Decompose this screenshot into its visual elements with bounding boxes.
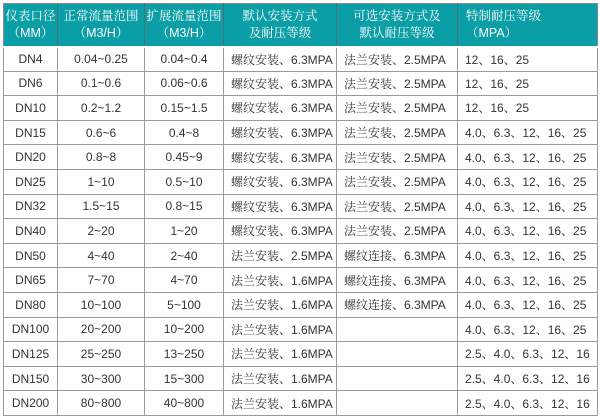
header-row xyxy=(4,4,598,47)
table-row xyxy=(4,71,598,96)
table-cell: 法兰安装、2.5MPA xyxy=(224,243,337,268)
table-cell: 螺纹连接、6.3MPA xyxy=(337,268,458,293)
table-cell: 40~800 xyxy=(145,391,224,416)
table-cell: 13~250 xyxy=(145,342,224,367)
table-row xyxy=(4,194,598,219)
table-cell: 法兰安装、1.6MPA xyxy=(224,268,337,293)
table-cell: DN6 xyxy=(4,71,58,96)
table-cell: 4.0、6.3、12、16、25 xyxy=(458,243,598,268)
table-row xyxy=(4,292,598,317)
table-cell: 4.0、6.3、12、16、25 xyxy=(458,120,598,145)
table-cell: 0.15~1.5 xyxy=(145,96,224,121)
table-cell: 法兰安装、1.6MPA xyxy=(224,366,337,391)
table-cell: 0.45~9 xyxy=(145,145,224,170)
table-cell: DN65 xyxy=(4,268,58,293)
table-cell: 12、16、25 xyxy=(458,47,598,72)
table-cell: 法兰安装、2.5MPA xyxy=(337,120,458,145)
table-cell: 15~300 xyxy=(145,366,224,391)
table-row xyxy=(4,96,598,121)
table-cell: DN100 xyxy=(4,317,58,342)
table-cell: 4.0、6.3、12、16、25 xyxy=(458,317,598,342)
header-line-1: 默认安装方式 xyxy=(242,8,318,23)
table-cell: 法兰安装、2.5MPA xyxy=(337,219,458,244)
table-cell: DN200 xyxy=(4,391,58,416)
table-cell: 0.2~1.2 xyxy=(58,96,145,121)
table-cell: DN32 xyxy=(4,194,58,219)
table-row xyxy=(4,47,598,72)
table-cell: DN25 xyxy=(4,169,58,194)
table-header xyxy=(4,4,598,47)
table-cell: 4.0、6.3、12、16、25 xyxy=(458,145,598,170)
table-cell: DN80 xyxy=(4,292,58,317)
table-cell: 4~40 xyxy=(58,243,145,268)
table-row xyxy=(4,169,598,194)
table-cell: 法兰安装、1.6MPA xyxy=(224,391,337,416)
table-cell: 2.5、4.0、6.3、12、16 xyxy=(458,366,598,391)
table-cell: DN150 xyxy=(4,366,58,391)
table-body xyxy=(4,47,598,416)
table-row xyxy=(4,243,598,268)
table-row xyxy=(4,120,598,145)
table-cell: 30~300 xyxy=(58,366,145,391)
table-cell: 法兰安装、1.6MPA xyxy=(224,292,337,317)
table-cell: 80~800 xyxy=(58,391,145,416)
header-line-2: 默认耐压等级 xyxy=(359,25,435,40)
table-cell: 0.4~8 xyxy=(145,120,224,145)
header-cell-special-pressure-rating xyxy=(458,4,598,47)
table-cell: 螺纹安装、6.3MPA xyxy=(224,120,337,145)
table-cell: 螺纹安装、6.3MPA xyxy=(224,194,337,219)
table-cell: 2.5、4.0、6.3、12、16 xyxy=(458,342,598,367)
table-cell: 螺纹连接、6.3MPA xyxy=(337,243,458,268)
header-line-1: 可选安装方式及 xyxy=(353,8,441,23)
table-row xyxy=(4,219,598,244)
header-cell-default-installation xyxy=(224,4,337,47)
table-cell: 4.0、6.3、12、16、25 xyxy=(458,194,598,219)
table-cell: 法兰安装、2.5MPA xyxy=(337,194,458,219)
header-line-1: 正常流量范围 xyxy=(63,8,139,23)
table-cell: 12、16、25 xyxy=(458,71,598,96)
header-line-1: 特制耐压等级 xyxy=(466,8,542,23)
table-cell: 螺纹安装、6.3MPA xyxy=(224,219,337,244)
table-cell: DN50 xyxy=(4,243,58,268)
table-cell: 螺纹安装、6.3MPA xyxy=(224,47,337,72)
header-line-2: 及耐压等级 xyxy=(248,25,312,40)
table-cell: 法兰安装、2.5MPA xyxy=(337,96,458,121)
table-cell: 2~40 xyxy=(145,243,224,268)
table-cell: 0.5~10 xyxy=(145,169,224,194)
header-line-1: 仪表口径 xyxy=(5,8,56,23)
table-row xyxy=(4,145,598,170)
table-cell xyxy=(337,317,458,342)
table-cell: 法兰安装、1.6MPA xyxy=(224,342,337,367)
header-line-2: （MM） xyxy=(7,25,54,40)
table-cell: DN40 xyxy=(4,219,58,244)
header-line-2: （M3/H） xyxy=(156,25,212,40)
table-cell: DN125 xyxy=(4,342,58,367)
table-cell: 法兰安装、2.5MPA xyxy=(337,145,458,170)
table-cell: 4.0、6.3、12、16、25 xyxy=(458,268,598,293)
table-cell: 法兰安装、2.5MPA xyxy=(337,169,458,194)
table-row xyxy=(4,391,598,416)
table-cell: 1~10 xyxy=(58,169,145,194)
table-cell: 1~20 xyxy=(145,219,224,244)
table-cell: 螺纹安装、6.3MPA xyxy=(224,96,337,121)
header-cell-extended-flow-range xyxy=(145,4,224,47)
header-cell-normal-flow-range xyxy=(58,4,145,47)
header-cell-optional-installation xyxy=(337,4,458,47)
header-cell-diameter xyxy=(4,4,58,47)
table-cell: 4~70 xyxy=(145,268,224,293)
header-line-2: （MPA） xyxy=(466,25,518,40)
table-cell: 0.1~0.6 xyxy=(58,71,145,96)
table-cell: 0.04~0.25 xyxy=(58,47,145,72)
table-cell: DN15 xyxy=(4,120,58,145)
flowmeter-spec-table xyxy=(3,3,598,416)
table-cell: 25~250 xyxy=(58,342,145,367)
table-cell xyxy=(337,342,458,367)
table-cell: 4.0、6.3、12、16、25 xyxy=(458,219,598,244)
table-cell: 4.0、6.3、12、16、25 xyxy=(458,292,598,317)
table-cell: 20~200 xyxy=(58,317,145,342)
table-row xyxy=(4,317,598,342)
table-cell: 0.6~6 xyxy=(58,120,145,145)
table-cell: DN20 xyxy=(4,145,58,170)
table-row xyxy=(4,366,598,391)
table-cell: 螺纹安装、6.3MPA xyxy=(224,145,337,170)
header-line-2: （M3/H） xyxy=(73,25,129,40)
table-cell: 12、16、25 xyxy=(458,96,598,121)
table-row xyxy=(4,342,598,367)
table-cell: 2~20 xyxy=(58,219,145,244)
table-cell: 0.04~0.4 xyxy=(145,47,224,72)
table-cell xyxy=(337,366,458,391)
table-cell: 螺纹安装、6.3MPA xyxy=(224,71,337,96)
table-cell: 10~200 xyxy=(145,317,224,342)
table-cell: 0.8~15 xyxy=(145,194,224,219)
table-cell: 10~100 xyxy=(58,292,145,317)
table-cell: 0.8~8 xyxy=(58,145,145,170)
table-cell: 4.0、6.3、12、16、25 xyxy=(458,169,598,194)
table-cell: DN10 xyxy=(4,96,58,121)
table-cell: 5~100 xyxy=(145,292,224,317)
table-row xyxy=(4,268,598,293)
table-cell: 7~70 xyxy=(58,268,145,293)
table-cell: 0.06~0.6 xyxy=(145,71,224,96)
table-cell: 螺纹连接、6.3MPA xyxy=(337,292,458,317)
table-cell: 法兰安装、2.5MPA xyxy=(337,71,458,96)
table-cell: 2.5、4.0、6.3、12、16 xyxy=(458,391,598,416)
table-cell: 1.5~15 xyxy=(58,194,145,219)
table-cell xyxy=(337,391,458,416)
table-cell: DN4 xyxy=(4,47,58,72)
table-cell: 法兰安装、1.6MPA xyxy=(224,317,337,342)
table-cell: 法兰安装、2.5MPA xyxy=(337,47,458,72)
table-cell: 螺纹安装、6.3MPA xyxy=(224,169,337,194)
header-line-1: 扩展流量范围 xyxy=(146,8,222,23)
